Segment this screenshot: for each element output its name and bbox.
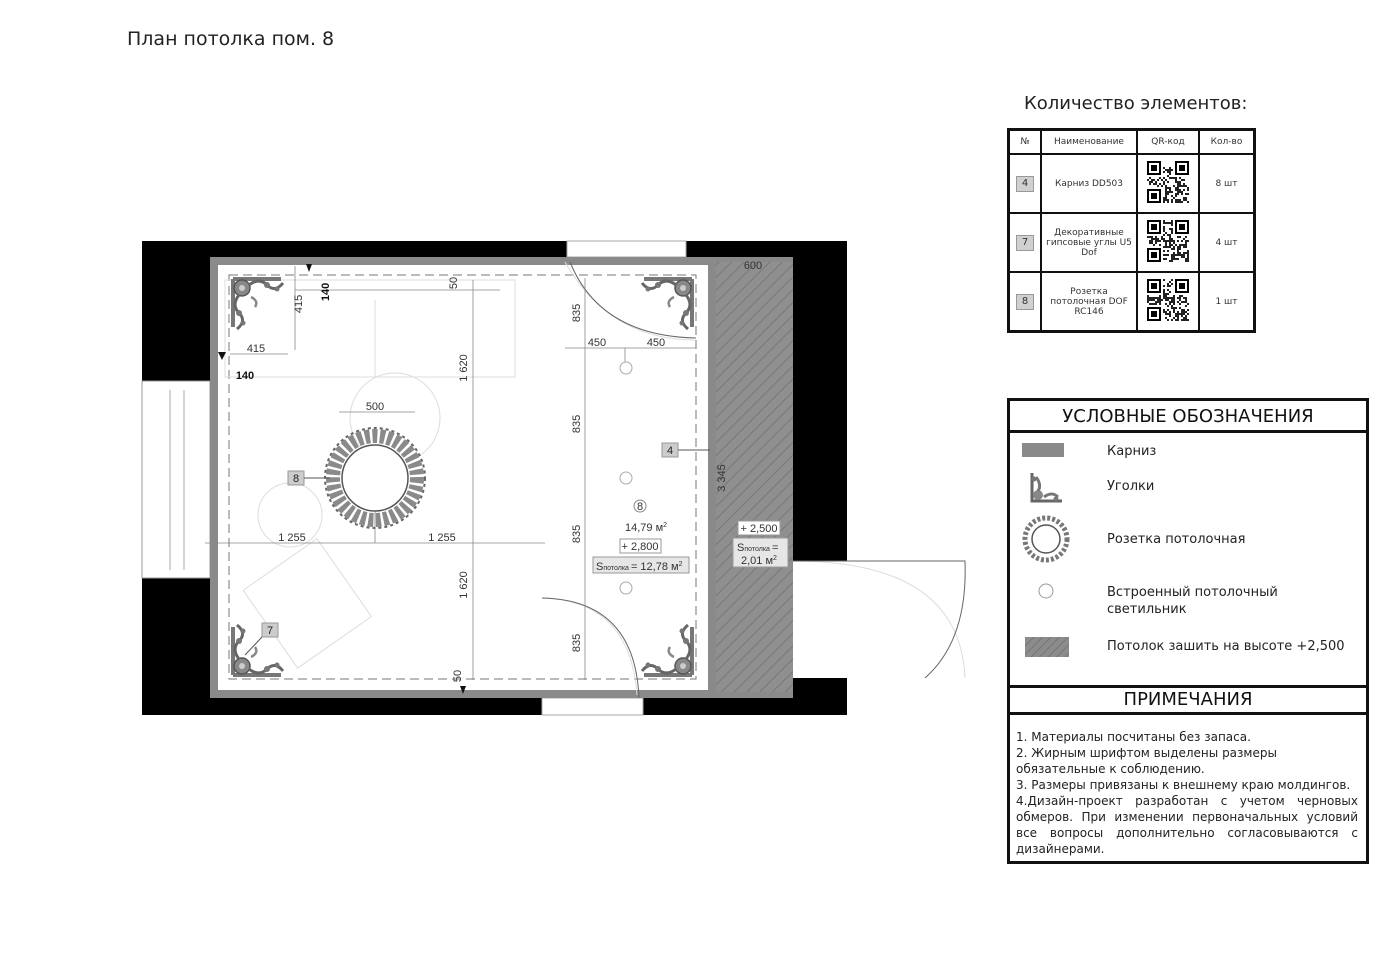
dim-1255-right: 1 255: [428, 532, 456, 544]
legend-divider: [1010, 430, 1366, 433]
hatched-ceiling-icon: [1025, 637, 1069, 657]
column-header-name: Наименование: [1041, 130, 1137, 155]
dim-140-left: 140: [235, 370, 255, 382]
dim-1255-left: 1 255: [278, 532, 306, 544]
window: [142, 381, 210, 578]
dim-50-bottom: 50: [452, 669, 464, 683]
dim-500: 500: [365, 401, 385, 413]
ceiling-rosette-icon: [1022, 515, 1070, 563]
qr-code-icon[interactable]: [1146, 279, 1190, 323]
cornice-swatch-icon: [1022, 443, 1064, 457]
row-name: Розетка потолочная DOF RC146: [1041, 272, 1137, 332]
corner-ornament-icon: [233, 279, 283, 329]
note-item: 3. Размеры привязаны к внешнему краю молдингов.: [1016, 778, 1351, 792]
row-name: Карниз DD503: [1041, 154, 1137, 213]
legend-label-cornice: Карниз: [1107, 444, 1157, 459]
dimension-lines: [205, 266, 712, 690]
elements-count-title: Количество элементов:: [1024, 93, 1248, 114]
column-header-qr: QR-код: [1137, 130, 1199, 155]
dim-450-right: 450: [646, 337, 666, 349]
room-area: 14,79 $м^2$: [625, 522, 668, 534]
note-item: 4.Дизайн-проект разработан с учетом черновых обмеров. При изменении первоначальных условий все вопросы дополнительно согласовываются с дизайнерами.: [1016, 794, 1358, 856]
legend-label-light: Встроенный потолочный светильник: [1107, 585, 1278, 617]
legend-title: УСЛОВНЫЕ ОБОЗНАЧЕНИЯ: [1062, 406, 1314, 427]
dim-835-4: 835: [571, 633, 583, 653]
dim-50-top: 50: [448, 276, 460, 290]
side-height: + 2,500: [740, 523, 778, 535]
dim-marker-140-top: [306, 264, 312, 272]
corner-ornament-icon: [642, 279, 692, 329]
legend-divider: [1010, 685, 1366, 688]
table-row: [1009, 272, 1255, 332]
row-name: Декоративные гипсовые углы U5 Dof: [1041, 213, 1137, 272]
dim-3345: 3 345: [716, 464, 728, 492]
row-qty: 1 шт: [1199, 272, 1255, 332]
recessed-light-icon: [620, 472, 632, 484]
door-opening: [542, 698, 643, 715]
column-header-number: №: [1009, 130, 1042, 155]
notes-divider: [1010, 712, 1366, 715]
tag-8-text: 8: [292, 473, 300, 485]
side-ceiling-area: 2,01 $м^2$: [741, 555, 777, 567]
corner-ornament-icon: [642, 625, 692, 675]
corner-ornament-icon: [1028, 469, 1068, 505]
row-number: 4: [1016, 176, 1034, 192]
door-opening: [567, 241, 686, 257]
wall: [793, 678, 847, 715]
wall: [643, 698, 793, 715]
notes-list: [1016, 729, 1358, 857]
tag-7-text: 7: [266, 625, 274, 637]
row-number: 7: [1016, 235, 1034, 251]
row-qty: 4 шт: [1199, 213, 1255, 272]
wall: [142, 698, 542, 715]
note-item: 1. Материалы посчитаны без запаса.: [1016, 730, 1251, 744]
dim-1620-bottom: 1 620: [458, 571, 470, 599]
qr-code-icon[interactable]: [1146, 220, 1190, 264]
table-header-row: [1009, 130, 1255, 155]
note-item: 2. Жирным шрифтом выделены размеры обязательные к соблюдению.: [1016, 746, 1277, 776]
dim-835-3: 835: [571, 524, 583, 544]
notes-title: ПРИМЕЧАНИЯ: [1123, 689, 1253, 710]
dim-835-1: 835: [571, 303, 583, 323]
elements-table: [1007, 128, 1256, 333]
recessed-light-icon: [620, 362, 632, 374]
recessed-light-icon: [1036, 581, 1056, 601]
row-qty: 8 шт: [1199, 154, 1255, 213]
qr-code-icon[interactable]: [1146, 161, 1190, 205]
wall: [142, 241, 567, 257]
page-title: План потолка пом. 8: [127, 28, 335, 50]
table-row: [1009, 213, 1255, 272]
dim-415-vertical: 415: [293, 294, 305, 314]
legend-label-rosette: Розетка потолочная: [1107, 532, 1246, 547]
dim-600: 600: [743, 260, 763, 272]
dim-450-left: 450: [587, 337, 607, 349]
room-number: 8: [636, 501, 644, 513]
tag-4-text: 4: [666, 445, 674, 457]
main-height: + 2,800: [621, 541, 659, 553]
legend-label-corners: Уголки: [1107, 479, 1155, 494]
dim-140-top: 140: [320, 282, 332, 302]
column-header-qty: Кол-во: [1199, 130, 1255, 155]
wall: [142, 241, 210, 381]
legend-label-hatched-ceiling: Потолок зашить на высоте +2,500: [1107, 639, 1345, 654]
table-row: [1009, 154, 1255, 213]
dim-415-horizontal: 415: [246, 343, 266, 355]
dim-835-2: 835: [571, 414, 583, 434]
main-ceiling-area: Sпотолка = 12,78 $м^2$: [596, 561, 683, 573]
row-number: 8: [1016, 294, 1034, 310]
side-ceiling-label: Sпотолка =: [737, 542, 779, 554]
legend-panel: [1007, 398, 1369, 864]
wall: [142, 578, 210, 715]
dim-1620-top: 1 620: [458, 354, 470, 382]
wall: [793, 241, 847, 561]
recessed-light-icon: [620, 582, 632, 594]
